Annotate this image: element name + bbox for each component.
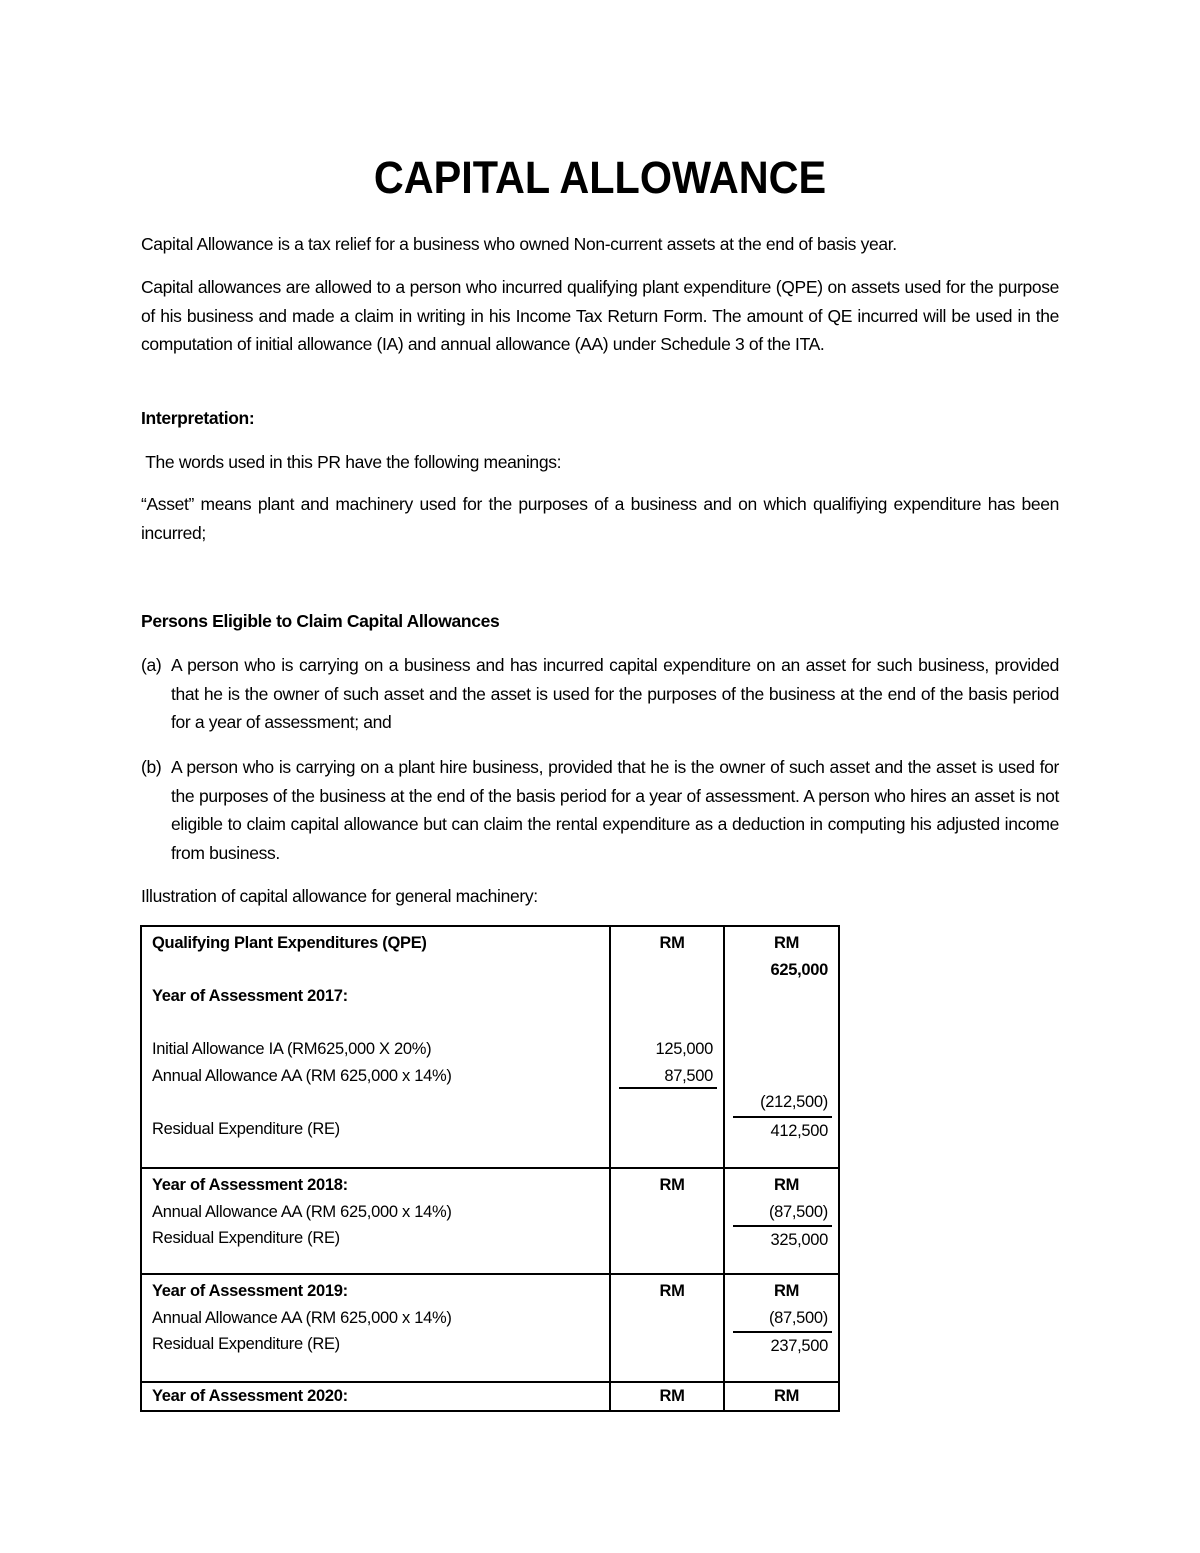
interpretation-heading: Interpretation: bbox=[141, 408, 255, 428]
list-marker: (a) bbox=[141, 655, 162, 675]
rm-header: RM bbox=[773, 1282, 800, 1300]
asset-definition: “Asset” means plant and machinery used for the purposes of a business and on which qualifiying expenditure has been incurred; bbox=[141, 494, 1059, 543]
list-item-text: A person who is carrying on a business and has incurred capital expenditure on an asset for such business, provided that he is the owner of such asset and the asset is used for the purposes of the business at the end of the basis period for a year of assessment; and bbox=[171, 655, 1059, 732]
spacer bbox=[152, 1010, 599, 1037]
spacer bbox=[621, 983, 713, 1010]
spacer bbox=[621, 1010, 713, 1037]
qpe-paragraph: Capital allowances are allowed to a person who incurred qualifying plant expenditure (QPE) on assets used for the purpose of his business and made a claim in writing in his Income Tax Return Form. The amount of QE incurred will be used in the computation of initial allowance (IA) and annual allowance (AA) under Schedule 3 of the ITA. bbox=[141, 277, 1059, 354]
spacer bbox=[735, 983, 828, 1010]
table-row-2018 bbox=[141, 1168, 839, 1274]
table-row-2017 bbox=[141, 926, 839, 1168]
qpe-label: Qualifying Plant Expenditures (QPE) bbox=[152, 934, 427, 952]
re-label: Residual Expenditure (RE) bbox=[152, 1335, 340, 1353]
ia-value: 125,000 bbox=[655, 1040, 713, 1058]
rm-total-column-cell bbox=[724, 1274, 839, 1382]
rm-header: RM bbox=[659, 1176, 685, 1194]
re-value: 412,500 bbox=[733, 1116, 832, 1143]
re-label: Residual Expenditure (RE) bbox=[152, 1229, 340, 1247]
total-allowance-value: (212,500) bbox=[760, 1093, 828, 1111]
year-label: Year of Assessment 2017: bbox=[152, 987, 348, 1005]
eligible-item-a bbox=[141, 651, 1059, 737]
year-label: Year of Assessment 2020: bbox=[152, 1387, 348, 1405]
rm-total-column-cell bbox=[724, 926, 839, 1168]
aa-label: Annual Allowance AA (RM 625,000 x 14%) bbox=[152, 1308, 452, 1327]
list-marker: (b) bbox=[141, 757, 162, 777]
rm-column-cell bbox=[610, 1168, 724, 1274]
list-item-text: A person who is carrying on a plant hire business, provided that he is the owner of such asset and the asset is used for the purposes of the business at the end of the basis period for a year of assessment. A person who hires an asset is not eligible to claim capital allowance but can claim the rental expenditure as a deduction in computing his adjusted income from business. bbox=[171, 757, 1059, 863]
rm-header: RM bbox=[773, 1176, 800, 1194]
spacer bbox=[735, 1063, 828, 1090]
rm-total-column-cell bbox=[724, 1382, 839, 1411]
intro-paragraph: Capital Allowance is a tax relief for a business who owned Non-current assets at the end of basis year. bbox=[141, 234, 897, 254]
spacer bbox=[152, 1089, 599, 1116]
spacer bbox=[152, 957, 599, 984]
re-label: Residual Expenditure (RE) bbox=[152, 1119, 340, 1138]
aa-label: Annual Allowance AA (RM 625,000 x 14%) bbox=[152, 1066, 452, 1085]
year-label: Year of Assessment 2018: bbox=[152, 1176, 348, 1194]
rm-total-column-cell bbox=[724, 1168, 839, 1274]
table-row-2020 bbox=[141, 1382, 839, 1411]
re-value: 237,500 bbox=[733, 1331, 832, 1358]
interpretation-intro: The words used in this PR have the following meanings: bbox=[141, 452, 562, 472]
description-cell bbox=[141, 1382, 610, 1411]
page-title: CAPITAL ALLOWANCE bbox=[373, 152, 827, 203]
description-cell bbox=[141, 1168, 610, 1274]
spacer bbox=[621, 957, 713, 984]
rm-header: RM bbox=[773, 1387, 800, 1405]
illustration-caption: Illustration of capital allowance for general machinery: bbox=[141, 886, 538, 906]
description-cell bbox=[141, 926, 610, 1168]
rm-column-cell bbox=[610, 1382, 724, 1411]
rm-column-cell bbox=[610, 926, 724, 1168]
rm-header: RM bbox=[659, 934, 685, 952]
aa-value: (87,500) bbox=[768, 1202, 828, 1221]
spacer bbox=[735, 1010, 828, 1037]
rm-header: RM bbox=[773, 934, 800, 952]
qpe-value: 625,000 bbox=[770, 960, 828, 979]
eligible-item-b bbox=[141, 753, 1059, 867]
aa-value: (87,500) bbox=[768, 1308, 828, 1327]
rm-column-cell bbox=[610, 1274, 724, 1382]
rm-header: RM bbox=[659, 1282, 685, 1300]
capital-allowance-table bbox=[140, 925, 840, 1412]
aa-label: Annual Allowance AA (RM 625,000 x 14%) bbox=[152, 1202, 452, 1221]
re-value: 325,000 bbox=[733, 1225, 832, 1252]
description-cell bbox=[141, 1274, 610, 1382]
year-label: Year of Assessment 2019: bbox=[152, 1282, 348, 1300]
aa-value: 87,500 bbox=[619, 1063, 717, 1090]
table-row-2019 bbox=[141, 1274, 839, 1382]
eligible-heading: Persons Eligible to Claim Capital Allowances bbox=[141, 611, 500, 631]
ia-label: Initial Allowance IA (RM625,000 X 20%) bbox=[152, 1040, 432, 1058]
spacer bbox=[735, 1036, 828, 1063]
rm-header: RM bbox=[659, 1387, 685, 1405]
